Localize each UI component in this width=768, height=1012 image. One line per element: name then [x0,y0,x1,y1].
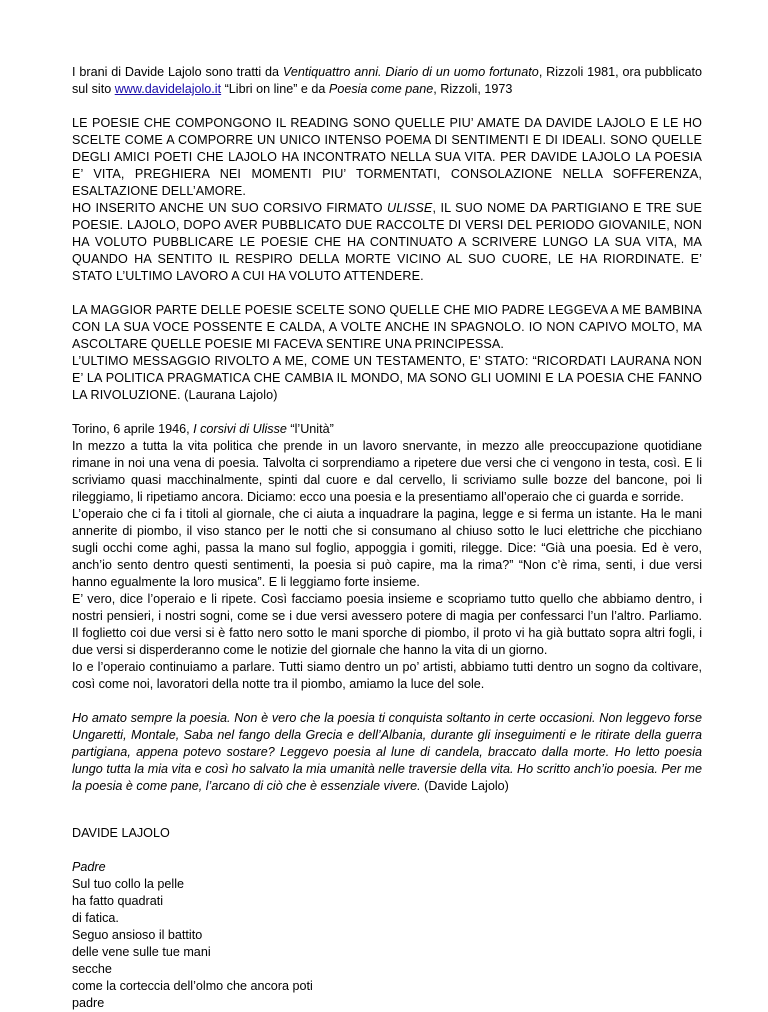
ulisse-note-paragraph [72,200,702,285]
reading-description-paragraph: LE POESIE CHE COMPONGONO IL READING SONO QUELLE PIU’ AMATE DA DAVIDE LAJOLO E LE HO SCELTE COME A COMPORRE UN UNICO INTENSO POEMA DI SENTIMENTI E DI IDEALI. SONO QUELLE DEGLI AMICI POETI CHE LAJOLO HA INCONTRATO NELLA SUA VITA. PER DAVIDE LAJOLO LA POESIA E’ VITA, PREGHIERA NEI MOMENTI PIU’ TORMENTATI, CONSOLAZIONE NELLA SOFFERENZA, ESALTAZIONE DELL’AMORE. [72,116,702,198]
poem-line: come la corteccia dell’olmo che ancora poti [72,979,313,993]
book-title-poesia-come-pane: Poesia come pane [328,82,434,96]
corsivo-heading [72,421,702,438]
spacer [72,842,702,859]
intro-text: “Libri on line” e da [221,82,329,96]
intro-text: , Rizzoli 1981, ora pubblicato sul sito [72,65,703,96]
poem-title-text: Padre [72,860,106,874]
intro-text: , Rizzoli, 1973 [433,82,513,96]
corsivo-paragraph: In mezzo a tutta la vita politica che prende in un lavoro snervante, in mezzo alle preoccupazione quotidiane rimane in noi una vena di poesia. Talvolta ci sorprendiamo a ripetere due versi che ci vengono in testa, così. E li scriviamo quasi macchinalmente, spinti dal cuore e dal cervello, li scriviamo sulle bozze del bancone, poi li rileggiamo, li ripetiamo ancora. Diciamo: ecco una poesia e la presentiamo all’operaio che ci guarda e sorride. [72,439,702,504]
ulisse-note-text: , IL SUO NOME DA PARTIGIANO E TRE SUE POESIE. LAJOLO, DOPO AVER PUBBLICATO DUE RACCOLTE DI VERSI DEL PERIODO GIOVANILE, NON HA VOLUTO PUBBLICARE LE POESIE CHE HA CONTINUATO A SCRIVERE LUNGO LA SUA VITA, MA QUANDO HA SENTITO IL RESPIRO DELLA MORTE VICINO AL SUO CUORE, LE HA RIORDINATE. E’ STATO L’ULTIMO LAVORO A CUI HA VOLUTO ATTENDERE. [72,201,702,283]
quote-paragraph [72,710,702,795]
poem-line: di fatica. [72,911,119,925]
corsivo-paragraph: Io e l’operaio continuiamo a parlare. Tutti siamo dentro un po’ artisti, abbiamo tutti dentro un sogno da coltivare, così come noi, lavoratori della notte tra il piombo, amiamo la luce del sole. [72,660,702,691]
corsivo-title: I corsivi di Ulisse [193,422,287,436]
book-title-ventiquattro-anni: Ventiquattro anni. Diario di un uomo fortunato [282,65,539,79]
document-body [72,64,702,1012]
quote-text: Ho amato sempre la poesia. Non è vero che la poesia ti conquista soltanto in certe occasioni. Non leggevo forse Ungaretti, Montale, Saba nel fango della Grecia e dell’Albania, durante gli inseguimenti e le ritirate della guerra partigiana, appena potevo sostare? Leggevo poesia al lune di candela, braccato dalla morte. Ho letto poesia lungo tutta la mia vita e così ho salvato la mia umanità nelle traversie della vita. Ho scritto anch’io poesia. Per me la poesia è come pane, l’arcano di ciò che è essenziale vivere. [72,711,702,793]
father-poems-paragraph: LA MAGGIOR PARTE DELLE POESIE SCELTE SONO QUELLE CHE MIO PADRE LEGGEVA A ME BAMBINA CON LA SUA VOCE POSSENTE E CALDA, A VOLTE ANCHE IN SPAGNOLO. IO NON CAPIVO MOLTO, MA ASCOLTARE QUELLE POESIE MI FACEVA SENTIRE UNA PRINCIPESSA. [72,303,702,351]
website-link[interactable]: www.davidelajolo.it [114,82,222,96]
intro-paragraph [72,64,702,98]
author-heading: DAVIDE LAJOLO [72,826,170,840]
poem-title [72,859,702,876]
spacer [72,98,702,115]
poem-line: delle vene sulle tue mani [72,945,211,959]
ulisse-note-text: HO INSERITO ANCHE UN SUO CORSIVO FIRMATO [72,201,388,215]
poem-line: Sul tuo collo la pelle [72,877,185,891]
corsivo-date: Torino, 6 aprile 1946, [72,422,194,436]
corsivo-paragraph: E’ vero, dice l’operaio e li ripete. Così facciamo poesia insieme e scopriamo tutto quello che abbiamo dentro, i nostri pensieri, i nostri sogni, come se i due versi avessero potere di magia per confessarci l’un l’altro. Parliamo. Il foglietto coi due versi si è fatto nero sotto le mani sporche di piombo, il proto vi ha già buttato sopra altri fogli, i due versi si disperderanno come le notizie del giornale che hanno la vita di un giorno. [72,592,702,657]
intro-text: I brani di Davide Lajolo sono tratti da [72,65,283,79]
spacer [72,404,702,421]
poem-line: Seguo ansioso il battito [72,928,203,942]
quote-author: (Davide Lajolo) [420,779,509,793]
poem-line: secche [72,962,112,976]
ulisse-name: ULISSE [387,201,433,215]
corsivo-source: “l’Unità” [286,422,334,436]
last-message-paragraph: L’ULTIMO MESSAGGIO RIVOLTO A ME, COME UN TESTAMENTO, E’ STATO: “RICORDATI LAURANA NON E’ LA POLITICA PRAGMATICA CHE CAMBIA IL MONDO, MA SONO GLI UOMINI E LA POESIA CHE FANNO LA RIVOLUZIONE. (Laurana Lajolo) [72,354,702,402]
spacer [72,285,702,302]
spacer [72,795,702,825]
poem-padre [72,859,702,1012]
poem-line: ha fatto quadrati [72,894,164,908]
poem-line: padre [72,996,105,1010]
corsivo-paragraph: L’operaio che ci fa i titoli al giornale, che ci aiuta a inquadrare la pagina, legge e si ferma un istante. Ha le mani annerite di piombo, il viso stanco per le notti che si consumano al chiuso sotto le luci elettriche che picchiano sugli occhi come aghi, passa la mano sul foglio, appoggia i gomiti, rilegge. Dice: “Già una poesia. Ed è vero, anch’io sento dentro questi sentimenti, la poesia si può capire, ma la rima?” “Non c’è rima, senti, i due versi hanno egualmente la loro musica”. E li leggiamo forte insieme. [72,507,702,589]
spacer [72,693,702,710]
